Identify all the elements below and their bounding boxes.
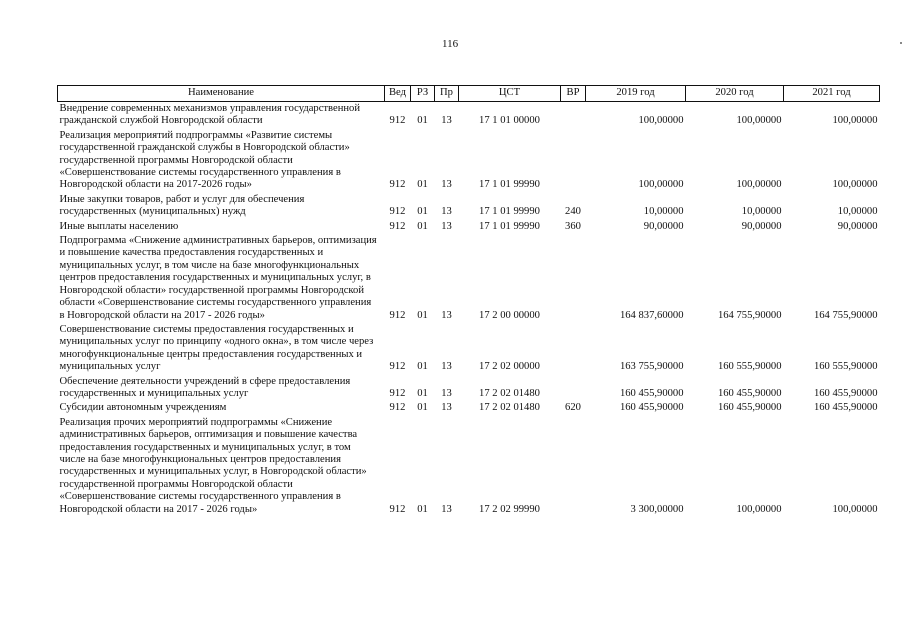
table-row: [58, 375, 880, 402]
row-rz: 01: [417, 179, 428, 191]
table-header-row: [58, 86, 880, 102]
scan-speck: [900, 42, 902, 44]
row-2021: 100,00000: [832, 503, 878, 515]
header-pr: Пр: [435, 86, 459, 102]
row-pr: 13: [441, 503, 452, 515]
header-2019: 2019 год: [586, 86, 686, 102]
row-pr: 13: [441, 206, 452, 218]
row-2020: 164 755,90000: [717, 309, 782, 321]
row-2019: 160 455,90000: [619, 402, 684, 414]
row-name: Совершенствование системы предоставления государственных и муниципальных услуг по принципу «одного окна», в том числе через многофункциональные центры предоставления государственных и муниципальных услуг: [59, 323, 374, 373]
row-name: Иные выплаты населению: [59, 220, 179, 232]
row-ved: 912: [389, 503, 406, 515]
header-cst: ЦСТ: [459, 86, 561, 102]
table-row: [58, 220, 880, 234]
row-vr: [561, 234, 586, 323]
row-rz: 01: [417, 309, 428, 321]
row-2019: 90,00000: [643, 220, 684, 232]
row-2020: 100,00000: [736, 115, 782, 127]
row-vr: 620: [565, 402, 581, 414]
row-2021: 160 455,90000: [813, 402, 878, 414]
row-pr: 13: [441, 309, 452, 321]
row-cst: 17 2 02 01480: [479, 387, 540, 399]
row-2019: 164 837,60000: [619, 309, 684, 321]
row-pr: 13: [441, 402, 452, 414]
header-vr: ВР: [561, 86, 586, 102]
row-vr: [561, 129, 586, 193]
header-ved: Вед: [385, 86, 411, 102]
row-vr: [561, 102, 586, 129]
row-2019: 10,00000: [643, 206, 684, 218]
header-2021: 2021 год: [784, 86, 880, 102]
row-pr: 13: [441, 115, 452, 127]
row-rz: 01: [417, 503, 428, 515]
row-name: Иные закупки товаров, работ и услуг для обеспечения государственных (муниципальных) нужд: [59, 193, 305, 218]
row-pr: 13: [441, 387, 452, 399]
row-2021: 100,00000: [832, 179, 878, 191]
row-ved: 912: [389, 179, 406, 191]
row-2019: 100,00000: [638, 179, 684, 191]
header-name: Наименование: [58, 86, 385, 102]
row-pr: 13: [441, 179, 452, 191]
row-2020: 160 555,90000: [717, 361, 782, 373]
row-2019: 163 755,90000: [619, 361, 684, 373]
row-pr: 13: [441, 220, 452, 232]
row-2021: 10,00000: [837, 206, 878, 218]
row-vr: 360: [565, 220, 581, 232]
row-ved: 912: [389, 309, 406, 321]
row-rz: 01: [417, 220, 428, 232]
table-row: [58, 401, 880, 415]
table-row: [58, 416, 880, 517]
page-number: 116: [442, 38, 459, 50]
row-cst: 17 2 00 00000: [479, 309, 540, 321]
row-2021: 100,00000: [832, 115, 878, 127]
row-2020: 100,00000: [736, 179, 782, 191]
row-name: Подпрограмма «Снижение административных барьеров, оптимизация и повышение качества предоставления государственных и муниципальных услуг, в том числе на базе многофункциональных центров предоставления государственных и муниципальных услуг, в Новгородской области» государственной программы Новгородской области «Совершенствование системы государственного управления в Новгородской области на 2017 - 2026 годы»: [59, 235, 377, 321]
budget-table: [57, 85, 880, 517]
row-cst: 17 2 02 01480: [479, 402, 540, 414]
row-ved: 912: [389, 206, 406, 218]
row-2020: 160 455,90000: [717, 387, 782, 399]
row-cst: 17 1 01 99990: [479, 220, 540, 232]
row-2021: 90,00000: [837, 220, 878, 232]
row-ved: 912: [389, 361, 406, 373]
table-row: [58, 193, 880, 220]
row-2021: 160 455,90000: [813, 387, 878, 399]
row-rz: 01: [417, 402, 428, 414]
row-cst: 17 2 02 00000: [479, 361, 540, 373]
row-2019: 160 455,90000: [619, 387, 684, 399]
row-2020: 90,00000: [741, 220, 782, 232]
row-name: Внедрение современных механизмов управления государственной гражданской службой Новгородской области: [59, 103, 361, 127]
row-2020: 10,00000: [741, 206, 782, 218]
row-2019: 3 300,00000: [630, 503, 684, 515]
row-vr: [561, 416, 586, 517]
row-vr: [561, 323, 586, 375]
row-2021: 160 555,90000: [813, 361, 878, 373]
row-2020: 100,00000: [736, 503, 782, 515]
row-cst: 17 1 01 00000: [479, 115, 540, 127]
row-cst: 17 1 01 99990: [479, 206, 540, 218]
row-vr: 240: [565, 206, 581, 218]
table-row: [58, 129, 880, 193]
row-ved: 912: [389, 220, 406, 232]
table-row: [58, 323, 880, 375]
row-rz: 01: [417, 206, 428, 218]
row-ved: 912: [389, 115, 406, 127]
row-2020: 160 455,90000: [717, 402, 782, 414]
row-2021: 164 755,90000: [813, 309, 878, 321]
row-pr: 13: [441, 361, 452, 373]
row-rz: 01: [417, 115, 428, 127]
row-vr: [561, 375, 586, 402]
row-ved: 912: [389, 402, 406, 414]
row-name: Реализация прочих мероприятий подпрограммы «Снижение административных барьеров, оптимизация и повышение качества предоставления государственных и муниципальных услуг, в том числе на базе многофункциональных центров предоставления государственных и муниципальных услуг, в Новгородской области» государственной программы Новгородской области «Совершенствование системы государственного управления в Новгородской области на 2017 - 2026 годы»: [59, 416, 367, 515]
row-cst: 17 2 02 99990: [479, 503, 540, 515]
header-2020: 2020 год: [686, 86, 784, 102]
table-row: [58, 234, 880, 323]
row-name: Обеспечение деятельности учреждений в сфере предоставления государственных и муниципальных услуг: [59, 375, 351, 399]
header-rz: РЗ: [411, 86, 435, 102]
table-row: [58, 102, 880, 129]
row-cst: 17 1 01 99990: [479, 179, 540, 191]
row-rz: 01: [417, 361, 428, 373]
row-ved: 912: [389, 387, 406, 399]
row-2019: 100,00000: [638, 115, 684, 127]
row-name: Субсидии автономным учреждениям: [59, 402, 227, 414]
row-name: Реализация мероприятий подпрограммы «Развитие системы государственной гражданской службы в Новгородской области» государственной программы Новгородской области «Совершенствование системы государственного управления в Новгородской области на 2017-2026 годы»: [59, 129, 350, 191]
row-rz: 01: [417, 387, 428, 399]
